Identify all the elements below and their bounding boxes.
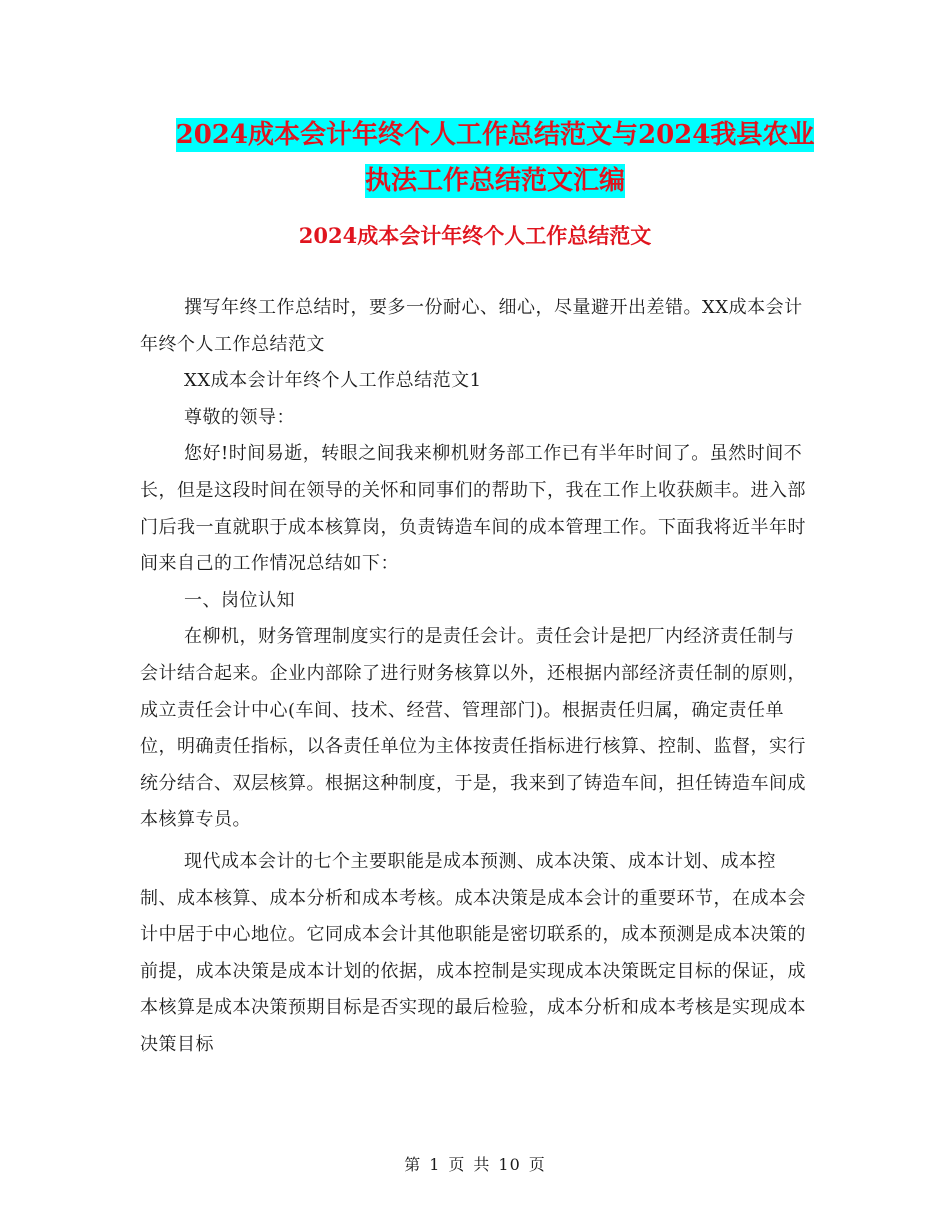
footer-page-number: 1: [429, 1155, 441, 1174]
footer-total-pages: 10: [498, 1155, 521, 1174]
footer-total-label: 共: [473, 1155, 491, 1174]
footer-prefix: 第: [404, 1155, 422, 1174]
main-title-line1: 2024成本会计年终个人工作总结范文与2024我县农业: [175, 120, 815, 150]
paragraph-intro: 撰写年终工作总结时，要多一份耐心、细心，尽量避开出差错。XX成本会计年终个人工作总结范文: [140, 297, 803, 355]
page-footer: [0, 1152, 950, 1175]
main-title-line2: 执法工作总结范文汇编: [364, 166, 625, 196]
paragraph-salutation: 尊敬的领导：: [184, 406, 295, 428]
document-body: [140, 290, 810, 1063]
section-title: 2024成本会计年终个人工作总结范文: [298, 223, 652, 248]
paragraph-functions: 现代成本会计的七个主要职能是成本预测、成本决策、成本计划、成本控制、成本核算、成本分析和成本考核。成本决策是成本会计的重要环节，在成本会计中居于中心地位。它同成本会计其他职能是密切联系的，成本预测是成本决策的前提，成本决策是成本计划的依据，成本控制是实现成本决策既定目标的保证，成本核算是成本决策预期目标是否实现的最后检验，成本分析和成本考核是实现成本决策目标: [140, 850, 806, 1055]
paragraph-section-heading: 一、岗位认知: [184, 589, 295, 611]
paragraph-greeting: 您好!时间易逝，转眼之间我来柳机财务部工作已有半年时间了。虽然时间不长，但是这段时间在领导的关怀和同事们的帮助下，我在工作上收获颇丰。进入部门后我一直就职于成本核算岗，负责铸造车间的成本管理工作。下面我将近半年时间来自己的工作情况总结如下：: [140, 443, 806, 575]
footer-suffix: 页: [528, 1155, 546, 1174]
main-title: [140, 112, 850, 204]
paragraph-heading-1: XX成本会计年终个人工作总结范文1: [184, 370, 482, 392]
paragraph-role: 在柳机，财务管理制度实行的是责任会计。责任会计是把厂内经济责任制与会计结合起来。企业内部除了进行财务核算以外，还根据内部经济责任制的原则，成立责任会计中心(车间、技术、经营、管理部门)。根据责任归属，确定责任单位，明确责任指标，以各责任单位为主体按责任指标进行核算、控制、监督，实行统分结合、双层核算。根据这种制度，于是，我来到了铸造车间，担任铸造车间成本核算专员。: [140, 626, 806, 831]
footer-page-label: 页: [448, 1155, 466, 1174]
